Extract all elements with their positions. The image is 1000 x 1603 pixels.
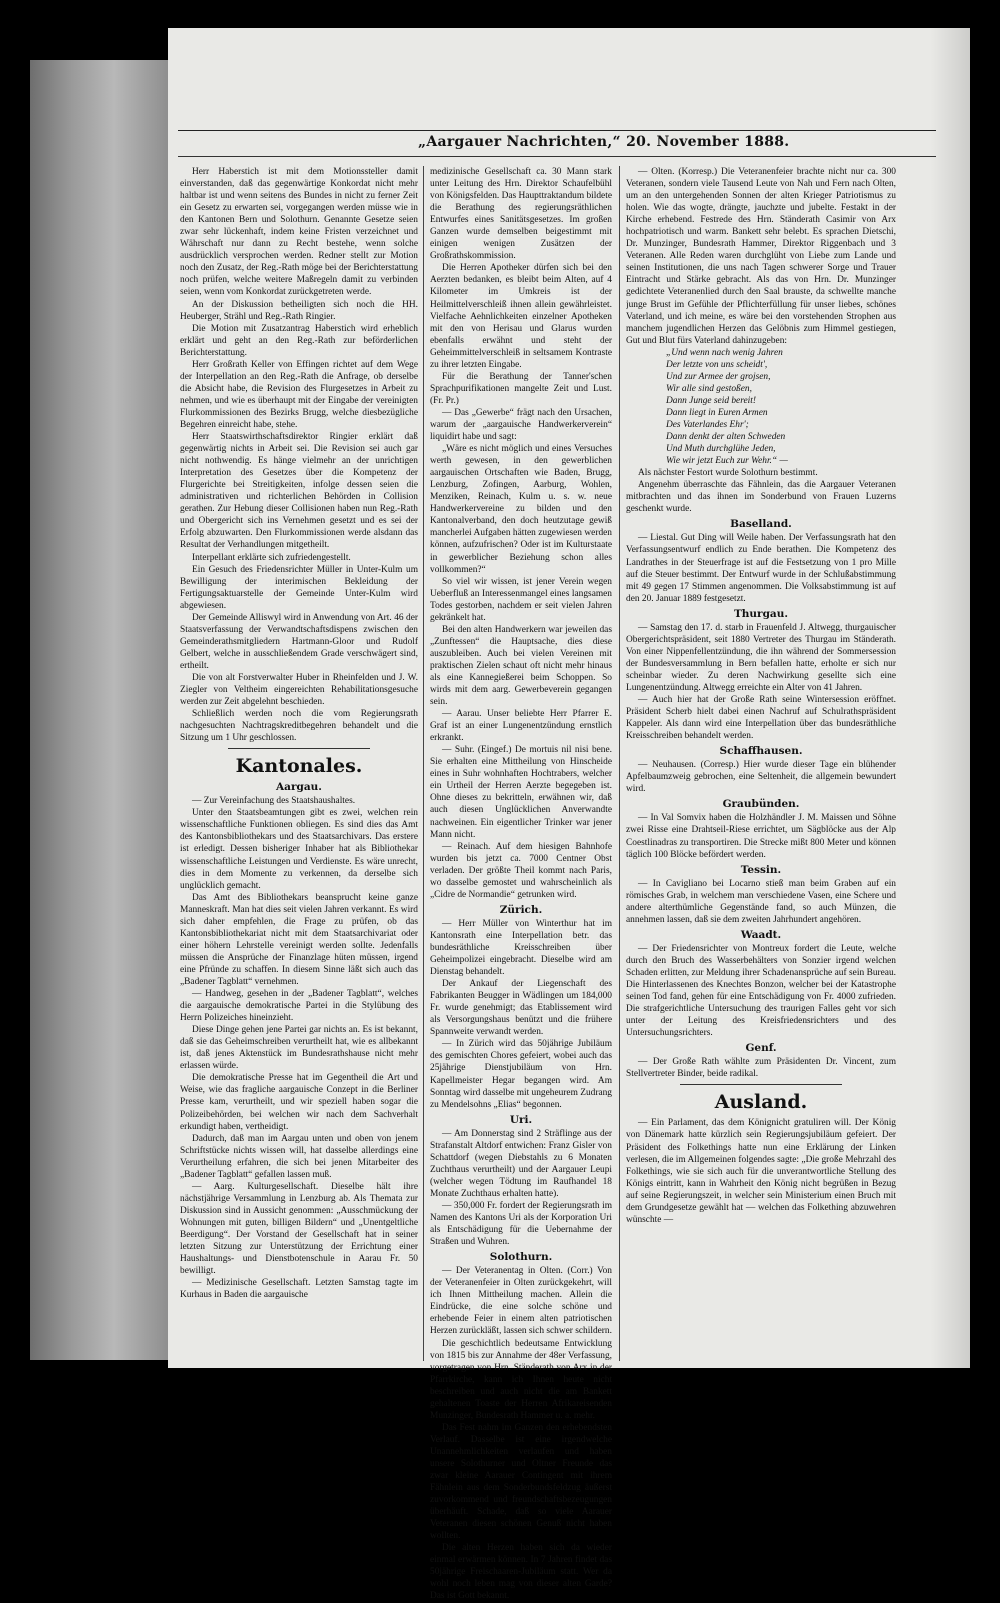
head-rule [178, 156, 936, 157]
paragraph: — Herr Müller von Winterthur hat im Kantonsrath eine Interpellation betr. das bundesräthliche Kreisschreiben über Geheimpolizei eingebracht. Dieselbe wird am Dienstag behandelt. [430, 918, 612, 978]
paragraph: — In Val Somvix haben die Holzhändler J. M. Maissen und Söhne zwei Risse eine Drahtseil-Riese errichtet, um Sägblöcke aus der Alp Coestlinadras zu transportiren. Die Strecke mißt 800 Meter und können täglich 100 Blöcke befördert werden. [626, 813, 896, 860]
column-3 [626, 166, 896, 1226]
paragraph: Herr Haberstich ist mit dem Motionssteller damit einverstanden, daß das gegenwärtige Konkordat nicht mehr haltbar ist und wenn seitens des Bundes in nicht zu ferner Zeit ein Gesetz zu erwarten sei, vorgegangen werden müsse wie in den Kantonen Bern und Solothurn. Genannte Gesetze seien zwar sehr lückenhaft, indem keine Fristen verzeichnet und Währschaft nur dann zu Recht bestehe, wenn solche ausdrücklich versprochen werden. Redner stellt zur Motion noch den Zusatz, der Reg.-Rath möge bei der Berichterstattung noch prüfen, welche weitere Maßregeln damit zu verbinden seien, wenn vom Konkordat zurückgetreten werde. [180, 167, 418, 298]
section-heading-kantonales: Kantonales. [235, 755, 363, 778]
subheading-aargau: Aargau. [276, 781, 322, 794]
paragraph: — In Cavigliano bei Locarno stieß man beim Graben auf ein römisches Grab, in welchem man verschiedene Vasen, eine Schere und andere alterthümliche Gegenstände fand, so auch Münzen, die annehmen lassen, daß sie dem zweiten Jahrhundert angehören. [626, 878, 896, 925]
paragraph: — Aarau. Unser beliebte Herr Pfarrer E. Graf ist an einer Lungenentzündung ernstlich erkrankt. [430, 709, 612, 744]
poem-line: Wir alle sind gestoßen, [666, 383, 752, 394]
paragraph: Ein Gesuch des Friedensrichter Müller in Unter-Kulm um Bewilligung der interimischen Bekleidung der Fertigungsaktuarstelle der Gemeinde Unter-Kulm wird abgewiesen. [180, 564, 418, 611]
paragraph: — Medizinische Gesellschaft. Letzten Samstag tagte im Kurhaus in Baden die aargauische [180, 1278, 418, 1301]
paragraph: — Das „Gewerbe“ frägt nach den Ursachen, warum der „aargauische Handwerkerverein“ liquidirt habe und sagt: [430, 407, 612, 443]
paragraph: Das Fest nahm im Ganzen den erhebendsten Verlauf. Dasselbe ist eine irgendwelche Unannehmlichkeiten verlaufen und haben unsere Solothurner und Oltner Freunde das zwar kleine Aarauer Contingent mit ihrem Fähnlein aus dem Sonderbundsfeldzug äußerst zuvorkommend und freundschaftsbezeugungen überhäuft. Schade, daß so viele Aarauer Veteranen diesen schönen Genuß nicht haben wollten. [430, 1422, 612, 1542]
masthead: „Aargauer Nachrichten,“ 20. November 1888. [418, 134, 790, 150]
paragraph: — Reinach. Auf dem hiesigen Bahnhofe wurden bis jetzt ca. 7000 Centner Obst verladen. Der größte Theil kommt nach Paris, wo dasselbe gemostet und wahrscheinlich als „Cidre de Normandie“ getrunken wird. [430, 841, 612, 900]
paragraph: — Suhr. (Eingef.) De mortuis nil nisi bene. Sie erhalten eine Mittheilung von Hinscheide eines in Suhr wohnhaften Hochtrabers, welcher ein Urtheil der Herren Aerzte begegeben ist. Ohne dieses zu bekritteln, erwähnen wir, daß auch diesen Unglücklichen Anverwandte nachweinen. Ein eigentlicher Trinker war jener Mann nicht. [430, 745, 612, 840]
paragraph: — Liestal. Gut Ding will Weile haben. Der Verfassungsrath hat den Verfassungsentwurf endlich zu Ende berathen. Die Kompetenz des Landrathes in der Steuerfrage ist auf die Festsetzung von 1 pro Mille auf die Steuer bestimmt. Der Entwurf wurde in der Schlußabstimmung mit 49 gegen 17 Stimmen angenommen. Die Volksabstimmung ist auf den 20. Januar 1889 festgesetzt. [626, 533, 896, 604]
subheading-graubuenden: Graubünden. [722, 798, 800, 811]
subheading-waadt: Waadt. [740, 928, 782, 941]
poem-line: Des Vaterlandes Ehr'; [666, 419, 749, 430]
paragraph: Die von alt Forstverwalter Huber in Rheinfelden und J. W. Ziegler von Veltheim eingereichten Rehabilitationsgesuche werden zur Zeit abgelehnt beschieden. [180, 672, 418, 708]
paragraph: Unter den Staatsbeamtungen gibt es zwei, welchen rein wissenschaftliche Funktionen obliegen. Es sind dies das Amt des Kantonsbibliothekars und des Staatsarchivars. Das erstere ist erledigt. Dessen bisheriger Inhaber hat als Bibliothekar wissenschaftliche Leistungen und Verdienste. Es wäre unrecht, dies in dem Momente zu verkennen, da derselbe sich unglücklich gemacht. [180, 808, 418, 891]
paragraph: — Der Große Rath wählte zum Präsidenten Dr. Vincent, zum Stellvertreter Binder, beide radikal. [626, 1057, 896, 1080]
paragraph: — Aarg. Kulturgesellschaft. Dieselbe hält ihre nächstjährige Versammlung in Lenzburg ab. Als Themata zur Diskussion sind in Aussicht genommen: „Ausschmückung der Wohnungen mit guten, billigen Bildern“ und „Unentgeltliche Beerdigung“. Der Vorstand der Gesellschaft hat in seiner letzten Sitzung zur Unterstützung der Errichtung einer Haushaltungs- und Dienstbotenschule in Aarau Fr. 50 bewilligt. [180, 1181, 418, 1277]
poem-line: Und zur Armee der grojsen, [666, 371, 771, 382]
page-shadow [930, 28, 970, 1368]
column-1 [180, 166, 418, 1301]
paragraph: Die Motion mit Zusatzantrag Haberstich wird erheblich erklärt und geht an den Reg.-Rath zur beförderlichen Berichterstattung. [180, 323, 418, 358]
paragraph: Die demokratische Presse hat im Gegentheil die Art und Weise, wie das fragliche aargauische Conzept in die Berliner Presse kam, verurtheilt, und wir speziell haben sogar die Polizeibehörden, bei welchen wir nach dem Sachverhalt erkundigt haben, vertheidigt. [180, 1073, 418, 1132]
paragraph: Angenehm überraschte das Fähnlein, das die Aargauer Veteranen mitbrachten und das ihnen im Sonderbund von Frauen Luzerns geschenkt wurde. [626, 480, 896, 515]
paragraph: Diese Dinge gehen jene Partei gar nichts an. Es ist bekannt, daß sie das Geheimschreiben verurtheilt hat, wie es allbekannt ist, daß jenes Aktenstück im Bundesrathshause nicht mehr erlassen würde. [180, 1025, 418, 1072]
paragraph: Herr Großrath Keller von Effingen richtet auf dem Wege der Interpellation an den Reg.-Rath die Anfrage, ob derselbe die Absicht habe, die Revision des Flurgesetzes in Arbeit zu nehmen, und wie es überhaupt mit der Eingabe der vereinigten Flurkommissionen des Bezirks Brugg, welche diesbezügliche Begehren einreicht habe, stehe. [180, 359, 418, 430]
paragraph: — Zur Vereinfachung des Staatshaushaltes. [192, 796, 356, 807]
paragraph: Die alten Herzen haben sich da wieder einmal erwärmen können. In 7 Jahren findet das 50jährige Freischaaren-Jubiläum statt. Wer da wohl noch leben mag von dieser alten Garde? Das ist Gott bekannt. [430, 1543, 612, 1602]
poem-line: Dann Junge seid bereit! [666, 395, 756, 406]
subheading-genf: Genf. [745, 1042, 777, 1055]
paragraph: Die Herren Apotheker dürfen sich bei den Aerzten bedanken, es bleibt beim Alten, auf 4 Kilometer im Umkreis ist der Heilmittelverschleiß ihnen allein gewährleistet. Vielfache Aehnlichkeiten einzelner Apotheken mit den von Herisau und Glarus wurden ebenfalls erwähnt und steht der Geheimmittelverschleiß in seltsamem Kontraste zu ihrer letzten Eingabe. [430, 263, 612, 370]
paragraph: medizinische Gesellschaft ca. 30 Mann stark unter Leitung des Hrn. Direktor Schaufelbühl von Königsfelden. Das Haupttraktandum bildete die Berathung des regierungsräthlichen Entwurfes eines Sanitätsgesetzes. Im großen Ganzen wurde demselben beigestimmt mit einigen wenigen Zusätzen der Großrathskommission. [430, 167, 612, 262]
column-divider-1 [423, 166, 424, 1361]
paragraph: Der Ankauf der Liegenschaft des Fabrikanten Beugger in Wädlingen um 184,000 Fr. wurde genehmigt; das Etablissement wird als Versorgungshaus benützt und die frühere Spannweite verwandt werden. [430, 979, 612, 1038]
newspaper-page [168, 28, 970, 1602]
subheading-schaffhausen: Schaffhausen. [719, 745, 803, 758]
paragraph: — Am Donnerstag sind 2 Sträflinge aus der Strafanstalt Altdorf entwichen: Franz Gisler von Schattdorf (wegen Diebstahls zu 6 Monaten Zuchthaus verurtheilt) und der Aargauer Leupi (welcher wegen Tödtung im Raufhandel 18 Monate Zuchthaus erhalten hatte). [430, 1128, 612, 1199]
subheading-zuerich: Zürich. [499, 903, 543, 916]
paragraph: — Samstag den 17. d. starb in Frauenfeld J. Altwegg, thurgauischer Obergerichtspräsident, seit 1880 Vertreter des Thurgau im Ständerath. Von einer Nippenfellentzündung, die ihn während der Sommersession der Bundesversammlung in Bern befallen hatte, erholte er sich nur scheinbar wieder. Zu deren Nachwirkung gesellte sich eine Lungenentzündung. Altwegg erreichte ein Alter von 41 Jahren. [626, 622, 896, 693]
poem-line: Wie wir jetzt Euch zur Wehr.“ — [666, 456, 788, 467]
paragraph: Interpellant erklärte sich zufriedengestellt. [192, 552, 351, 563]
paragraph: — Der Veteranentag in Olten. (Corr.) Von der Veteranenfeier in Olten zurückgekehrt, will ich Ihnen Mittheilung machen. Allein die Eindrücke, die eine solche schöne und erhebende Feier in einem alten patriotischen Herzen zurückläßt, lassen sich schwer schildern. [430, 1266, 612, 1337]
book-edge [30, 60, 170, 1360]
column-2 [430, 166, 612, 1603]
section-heading-ausland: Ausland. [714, 1091, 808, 1114]
column-divider-2 [619, 166, 620, 1361]
paragraph: An der Diskussion betheiligten sich noch die HH. Heuberger, Strähl und Reg.-Rath Ringier. [180, 299, 418, 322]
paragraph: Das Amt des Bibliothekars beansprucht keine ganze Manneskraft. Man hat dies seit vielen Jahren verkannt. Es wird sich daher empfehlen, die Frage zu prüfen, ob das Kantonsbibliothekariat nicht mit dem Staatsarchivariat oder einer höhern Lehrstelle vereinigt werden sollte. Jedenfalls müssen die Ansprüche der Finanzlage hüten müssen, irgend eine Pfründe zu schaffen. In diesem Sinne läßt sich auch das „Badener Tagblatt“ vernehmen. [180, 892, 418, 987]
paragraph: — Ein Parlament, das dem Könignicht gratuliren will. Der König von Dänemark hatte kürzlich sein Regierungsjubiläum gefeiert. Der Präsident des Folkethings hatte nun eine Erklärung der Linken verlesen, die im Allgemeinen folgendes sagte: „Die große Mehrzahl des Folkethings, wie sie sich auch für die unverantwortliche Stellung des Königs eintritt, kann in Wahrheit den König nicht begrüßen in Bezug auf seine Regierungszeit, in welcher sein Ministerium einen Bruch mit dem Grundgesetze gewählt hat — welchen das Folkething abzuwehren wünschte — [626, 1118, 896, 1225]
subheading-thurgau: Thurgau. [733, 607, 789, 620]
paragraph: Der Gemeinde Alliswyl wird in Anwendung von Art. 46 der Staatsverfassung der Verwandtschaftsdispens zwischen den Gemeinderathsmitgliedern Hartmann-Gloor und Rudolf Gelbert, welche in ausschließendem Grade verschwägert sind, ertheilt. [180, 612, 418, 671]
paragraph: — In Zürich wird das 50jährige Jubiläum des gemischten Chores gefeiert, wobei auch das 25jährige Dienstjubiläum von Hrn. Kapellmeister Hegar begangen wird. Am Sonntag wird dasselbe mit ungeheurem Zudrang zu Mendelsohns „Elias“ begonnen. [430, 1039, 612, 1110]
paragraph: — Der Friedensrichter von Montreux fordert die Leute, welche durch den Bruch des Wasserbehälters von Sonzier irgend welchen Schaden erlitten, zur Meldung ihrer Schadenansprüche auf sein Bureau. Die Hinterlassenen des Knechtes Bonzon, welcher bei der Katastrophe seinen Tod fand, gehen für eine Entschädigung von Fr. 4000 zufrieden. Die strafgerichtliche Untersuchung des traurigen Falles geht vor sich unter der Leitung des Kreisfriedensrichters und des Untersuchungsrichters. [626, 943, 896, 1039]
paragraph: Als nächster Festort wurde Solothurn bestimmt. [638, 468, 818, 479]
paragraph: Dadurch, daß man im Aargau unten und oben von jenem Schriftstücke nichts wissen will, hat dasselbe allerdings eine Verurtheilung erfahren, die sich bei jenen Mitarbeiter des „Badener Tagblatt“ gefallen lassen muß. [180, 1133, 418, 1180]
subheading-tessin: Tessin. [740, 863, 782, 876]
paragraph: „Wäre es nicht möglich und eines Versuches werth gewesen, in den gewerblichen aargauischen Ortschaften wie Baden, Brugg, Lenzburg, Zofingen, Aarburg, Wohlen, Menziken, Reinach, Kulm u. s. w. neue Handwerkervereine zu bilden und den Kantonalverband, den doch heutzutage gewiß mancherlei Aufgaben hätten zugewiesen werden können, aufzufrischen? Oder ist im Kulturstaate in gewerblicher Beziehung schon alles vollkommen?“ [430, 444, 612, 575]
paragraph: So viel wir wissen, ist jener Verein wegen Ueberfluß an Interessenmangel eines langsamen Todes gestorben, nachdem er seit vielen Jahren gekränkelt hat. [430, 576, 612, 623]
paragraph: Die geschichtlich bedeutsame Entwicklung von 1815 bis zur Annahme der 48er Verfassung, vorgetragen von Hrn. Ständerath von Arx in der Pfarrkirche, kann ich Ihnen heute nicht beschreiben und auch nicht die am Bankett gehaltenen Toaste der Herren Afrikareisenden Munzinger, Bundesrath Hammer u. a. mehr. [430, 1338, 612, 1421]
subheading-uri: Uri. [509, 1113, 533, 1126]
paragraph: — Neuhausen. (Corresp.) Hier wurde dieser Tage ein blühender Apfelbaumzweig gebrochen, eine Seltenheit, die allgemein bewundert wird. [626, 760, 896, 795]
poem-line: „Und wenn nach wenig Jahren [666, 347, 783, 358]
poem-line: Der letzte von uns scheidt', [666, 359, 768, 370]
poem-line: Dann liegt in Euren Armen [666, 407, 768, 418]
paragraph: — 350,000 Fr. fordert der Regierungsrath im Namen des Kantons Uri als der Korporation Uri als Entschädigung für die Uebernahme der Straßen und Wuhren. [430, 1200, 612, 1248]
paragraph: — Handweg, gesehen in der „Badener Tagblatt“, welches die aargauische demokratische Partei in die Stylübung des Herrn Polizeiches hineinzieht. [180, 989, 418, 1024]
paragraph: Herr Staatswirthschaftsdirektor Ringier erklärt daß gegenwärtig nichts in Arbeit sei. Die Revision sei auch gar nicht nothwendig. Es hänge vielmehr an der unrichtigen Interpretation des Gesetzes über die Kompetenz der Flurgerichte bei Streitigkeiten, infolge dessen seien die administrativen und richterlichen Behörden in Collision gerathen. Zur Hebung dieser Collisionen haben nun Reg.-Rath und Obergericht sich ins Vernehmen gesetzt und es sei der Erfolg abzuwarten. Den Flurkommissionen werde alsdann das Resultat der Verhandlungen mitgetheilt. [180, 432, 418, 551]
subheading-solothurn: Solothurn. [489, 1251, 553, 1264]
paragraph: Für die Berathung der Tanner'schen Sprachpurifikationen mangelte Zeit und Lust. (Fr. Pr.) [430, 371, 612, 406]
poem-line: Dann denkt der alten Schweden [666, 432, 786, 443]
section-rule [680, 1084, 842, 1085]
top-rule [178, 130, 936, 131]
section-rule [228, 748, 371, 749]
poem-line: Und Muth durchglühe Jeden, [666, 444, 776, 455]
paragraph: — Auch hier hat der Große Rath seine Wintersession eröffnet. Präsident Scherb hielt dabei einen Nachruf auf Schulrathspräsident Kappeler. Als dann wird eine Interpellation über das bundesräthliche Kreisschreiben behandelt werden. [626, 695, 896, 742]
subheading-baselland: Baselland. [730, 518, 792, 531]
paragraph: Schließlich werden noch die vom Regierungsrath nachgesuchten Nachtragskreditbegehren behandelt und die Sitzung um 1 Uhr geschlossen. [180, 709, 418, 744]
paragraph: Bei den alten Handwerkern war jeweilen das „Zunftessen“ die Hauptsache, dies diese auszubleiben. Auch bei vielen Vereinen mit praktischen Zielen schaut oft nicht mehr hinaus als eine Kannegießerei beim Schoppen. So wirds mit dem aarg. Gewerbeverein gegangen sein. [430, 624, 612, 708]
paragraph: — Olten. (Korresp.) Die Veteranenfeier brachte nicht nur ca. 300 Veteranen, sondern viele Tausend Leute von Nah und Fern nach Olten, um an den untergehenden Sonnen der alten Krieger Patriotismus zu holen. Wie das wogte, drängte, jauchzte und jubelte. Festakt in der Kirche erhebend. Festrede des Hrn. Ständerath Casimir von Arx hochpatriotisch und warm. Bankett sehr belebt. Es sprachen Dietschi, Dr. Munzinger, Bundesrath Hammer, Direktor Riggenbach und 3 Veteranen. Alle Reden waren durchglüht von Liebe zum Lande und seinen Institutionen, die uns nach Tagen schwerer Sorge und Trauer Eintracht und Stärke gebracht. Als das von Hrn. Dr. Munzinger gedichtete Veteranenlied durch den Saal brauste, da schwellte manche junge Brust im Gefühle der Pflichterfüllung für unser liebes, schönes Vaterland, und ich meine, es wäre bei den vorstehenden Strophen aus manchem jugendlichen Herzen das Gelöbnis zum Himmel gestiegen, Gut und Blut fürs Vaterland dahinzugeben: [626, 167, 896, 346]
